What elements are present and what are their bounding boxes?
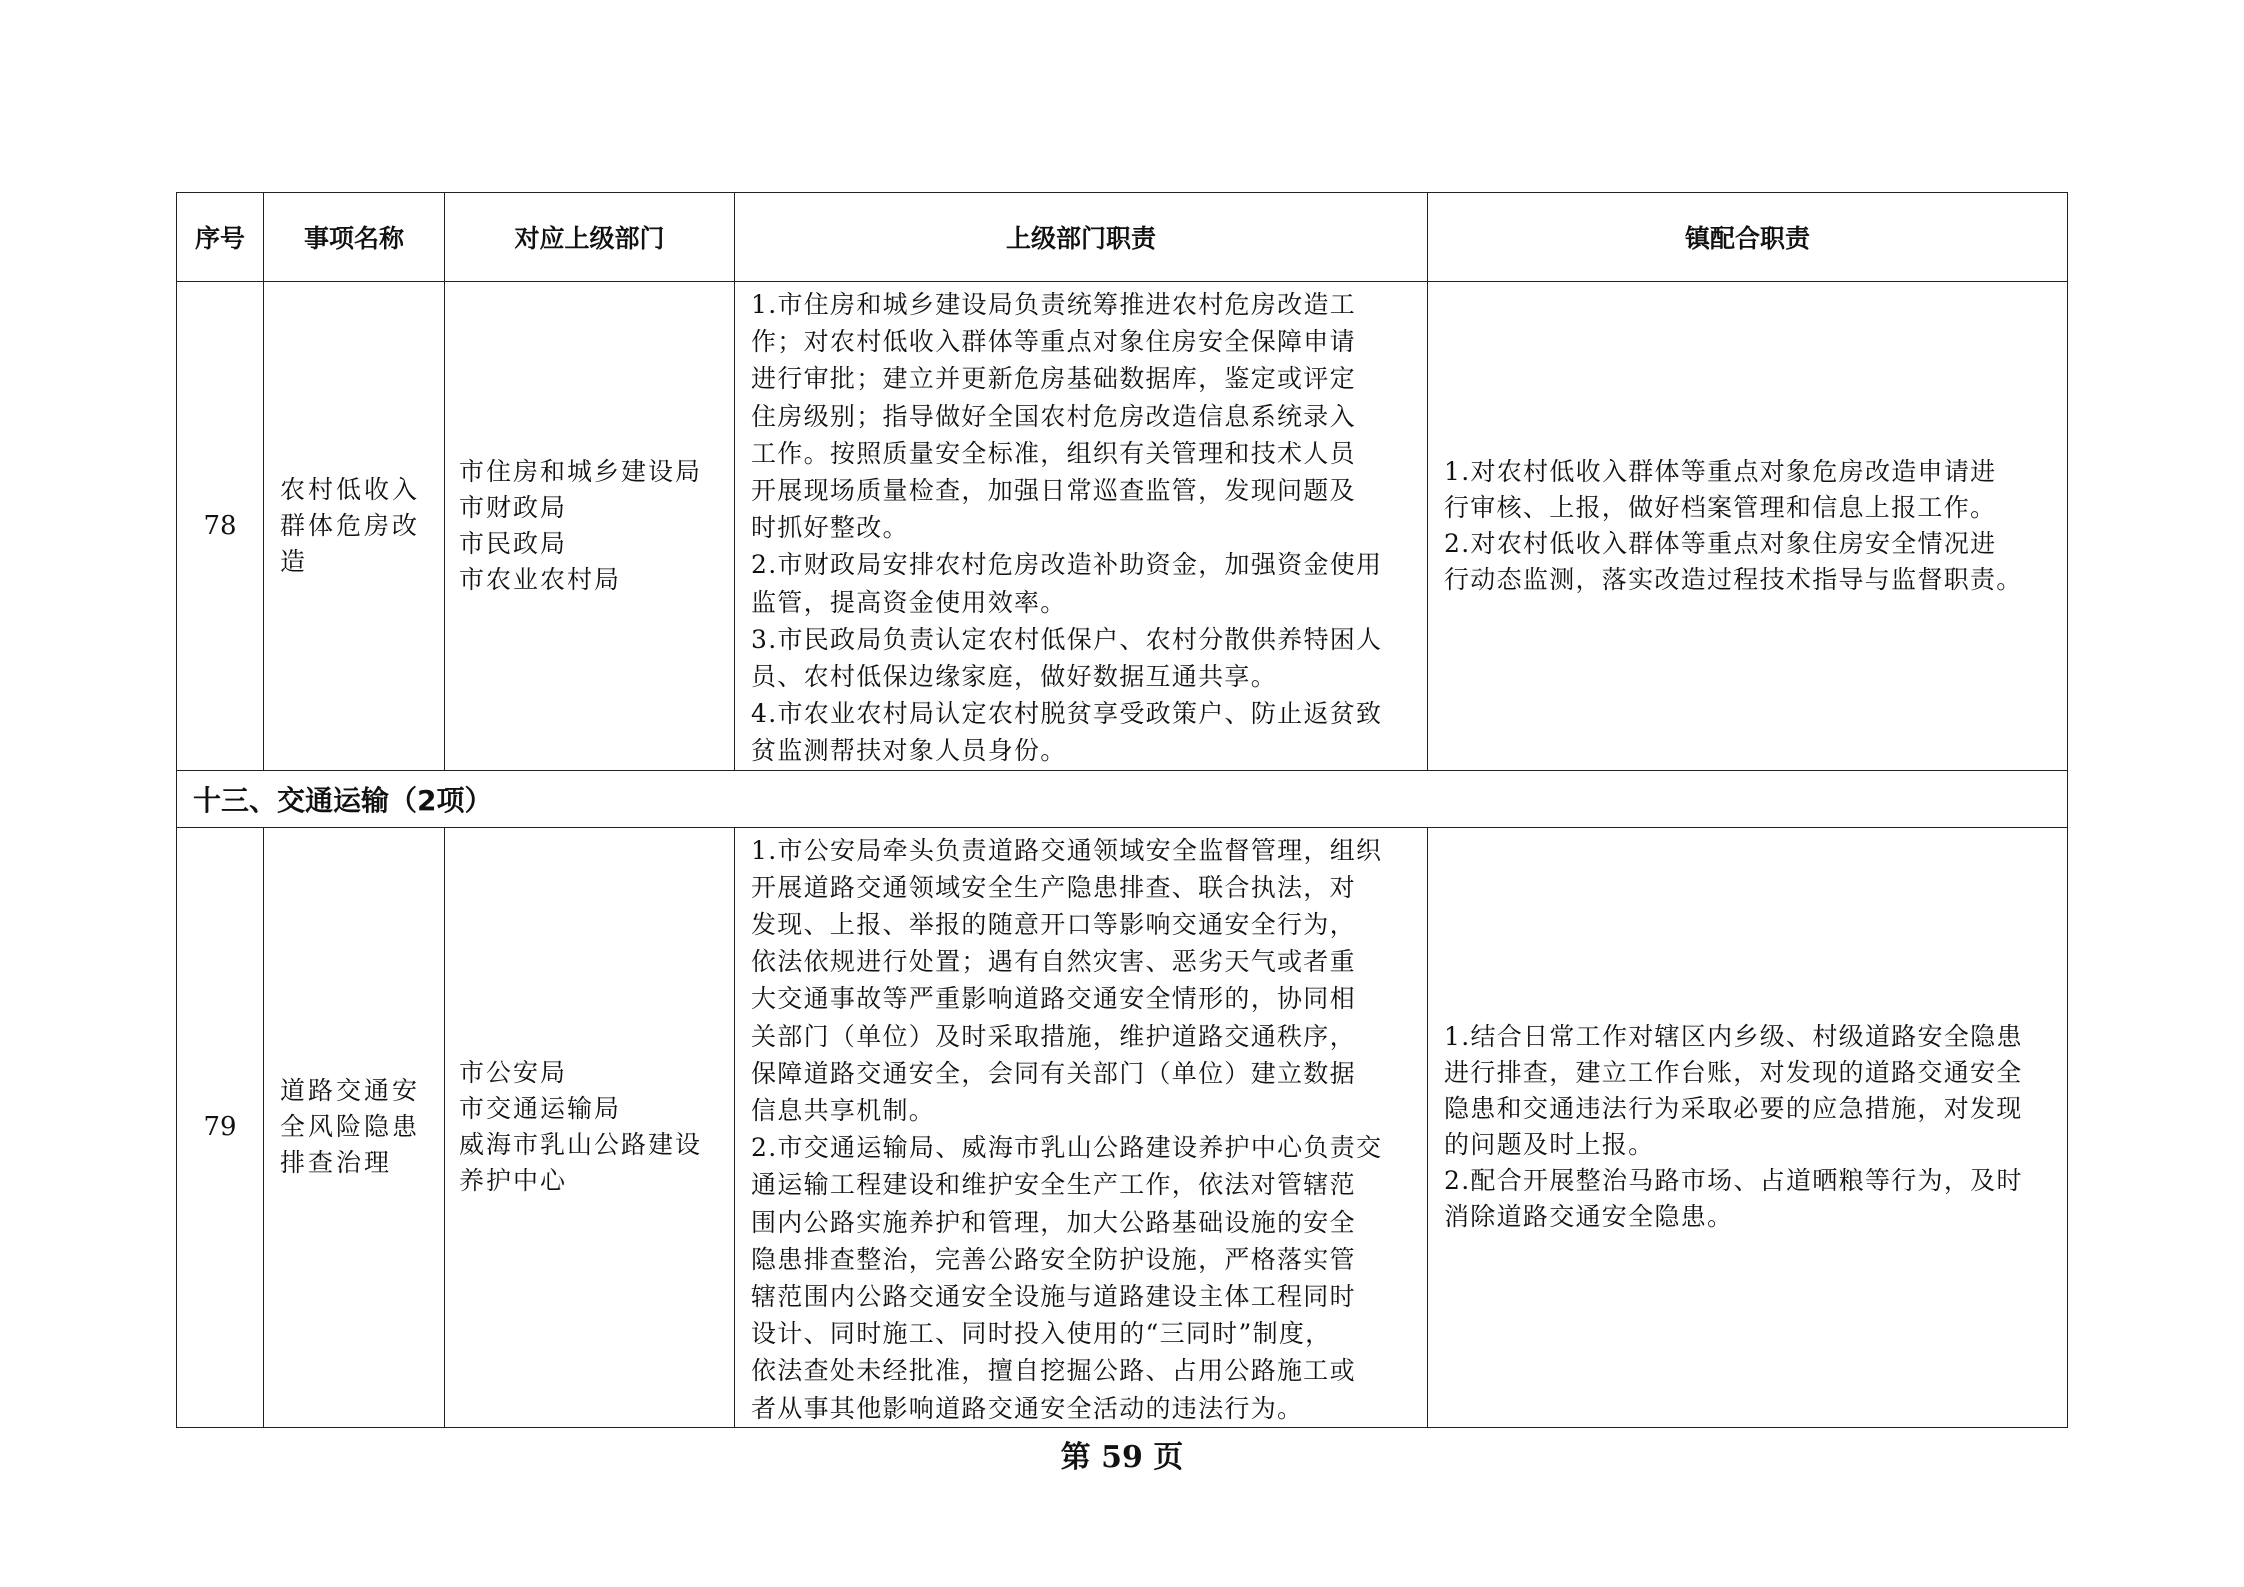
table-row [177, 282, 2068, 771]
superior-duties-cell [735, 827, 1428, 1427]
duty-line: 监管，提高资金使用效率。 [751, 587, 1067, 617]
duty-line: 工作。按照质量安全标准，组织有关管理和技术人员 [751, 438, 1356, 468]
duty-line: 时抓好整改。 [751, 513, 909, 543]
item-name-line: 群体危房改 [280, 510, 421, 540]
town-duties-cell [1428, 282, 2068, 771]
duty-line: 1.市公安局牵头负责道路交通领域安全监督管理，组织 [751, 835, 1383, 865]
header-superior-duties: 上级部门职责 [735, 193, 1428, 282]
duty-line: 辖范围内公路交通安全设施与道路建设主体工程同时 [751, 1282, 1356, 1312]
duty-line: 开展道路交通领域安全生产隐患排查、联合执法，对 [751, 872, 1356, 902]
duty-line: 员、农村低保边缘家庭，做好数据互通共享。 [751, 662, 1278, 692]
superior-duties-cell [735, 282, 1428, 771]
item-name-line: 农村低收入 [280, 474, 421, 504]
duty-line: 大交通事故等严重影响道路交通安全情形的，协同相 [751, 984, 1356, 1014]
department-line: 市财政局 [459, 492, 568, 522]
section-heading-row [177, 770, 2068, 827]
duty-line: 4.市农业农村局认定农村脱贫享受政策户、防止返贫致 [751, 699, 1383, 729]
town-duty-line: 2.对农村低收入群体等重点对象住房安全情况进 [1444, 528, 1997, 558]
town-duty-line: 2.配合开展整治马路市场、占道晒粮等行为，及时 [1444, 1166, 2023, 1196]
town-duty-line: 隐患和交通违法行为采取必要的应急措施，对发现 [1444, 1094, 2023, 1124]
duty-line: 保障道路交通安全，会同有关部门（单位）建立数据 [751, 1058, 1356, 1088]
town-duty-line: 1.对农村低收入群体等重点对象危房改造申请进 [1444, 456, 1997, 486]
row-number: 78 [177, 282, 264, 771]
town-duty-line: 1.结合日常工作对辖区内乡级、村级道路安全隐患 [1444, 1022, 2023, 1052]
duty-line: 进行审批；建立并更新危房基础数据库，鉴定或评定 [751, 364, 1356, 394]
department-line: 市民政局 [459, 528, 568, 558]
header-superior-department: 对应上级部门 [445, 193, 735, 282]
table-header-row [177, 193, 2068, 282]
duty-line: 隐患排查整治，完善公路安全防护设施，严格落实管 [751, 1244, 1356, 1274]
item-name-cell [264, 282, 445, 771]
row-number: 79 [177, 827, 264, 1427]
department-cell [445, 282, 735, 771]
duty-line: 1.市住房和城乡建设局负责统筹推进农村危房改造工 [751, 290, 1357, 319]
item-name-line: 道路交通安 [280, 1076, 421, 1106]
department-line: 市公安局 [459, 1058, 568, 1088]
duty-line: 围内公路实施养护和管理，加大公路基础设施的安全 [751, 1207, 1356, 1237]
department-line: 市住房和城乡建设局 [459, 456, 703, 486]
department-cell [445, 827, 735, 1427]
duty-line: 贫监测帮扶对象人员身份。 [751, 736, 1067, 766]
item-name-cell [264, 827, 445, 1427]
item-name-line: 排查治理 [280, 1148, 393, 1178]
item-name-line: 全风险隐患 [280, 1112, 421, 1142]
item-name-line: 造 [280, 546, 309, 576]
town-duty-line: 的问题及时上报。 [1444, 1130, 1655, 1160]
table-row [177, 827, 2068, 1427]
duty-line: 信息共享机制。 [751, 1096, 936, 1126]
responsibility-table [176, 192, 2068, 1428]
department-line: 市交通运输局 [459, 1094, 622, 1124]
town-duty-line: 行动态监测，落实改造过程技术指导与监督职责。 [1444, 564, 2023, 594]
duty-line: 发现、上报、举报的随意开口等影响交通安全行为， [751, 910, 1356, 940]
duty-line: 3.市民政局负责认定农村低保户、农村分散供养特困人 [751, 624, 1383, 654]
header-item-name: 事项名称 [264, 193, 445, 282]
duty-line: 依法查处未经批准，擅自挖掘公路、占用公路施工或 [751, 1356, 1356, 1386]
town-duty-line: 行审核、上报，做好档案管理和信息上报工作。 [1444, 492, 1997, 522]
duty-line: 作；对农村低收入群体等重点对象住房安全保障申请 [751, 327, 1356, 357]
department-line: 养护中心 [459, 1166, 568, 1196]
header-town-duties: 镇配合职责 [1428, 193, 2068, 282]
duty-line: 2.市财政局安排农村危房改造补助资金，加强资金使用 [751, 550, 1383, 580]
duty-line: 关部门（单位）及时采取措施，维护道路交通秩序， [751, 1021, 1356, 1051]
duty-line: 开展现场质量检查，加强日常巡查监管，发现问题及 [751, 476, 1356, 506]
section-heading: 十三、交通运输（2项） [177, 770, 2068, 827]
town-duty-line: 消除道路交通安全隐患。 [1444, 1202, 1734, 1232]
header-number: 序号 [177, 193, 264, 282]
duty-line: 者从事其他影响道路交通安全活动的违法行为。 [751, 1393, 1304, 1423]
duty-line: 住房级别；指导做好全国农村危房改造信息系统录入 [751, 401, 1356, 431]
duty-line: 通运输工程建设和维护安全生产工作，依法对管辖范 [751, 1170, 1356, 1200]
town-duties-cell [1428, 827, 2068, 1427]
department-line: 市农业农村局 [459, 564, 622, 594]
town-duty-line: 进行排查，建立工作台账，对发现的道路交通安全 [1444, 1058, 2023, 1088]
department-line: 威海市乳山公路建设 [459, 1130, 703, 1160]
duty-line: 依法依规进行处置；遇有自然灾害、恶劣天气或者重 [751, 947, 1356, 977]
duty-line: 设计、同时施工、同时投入使用的“三同时”制度， [751, 1319, 1332, 1349]
page-number: 第 59 页 [1060, 1440, 1184, 1475]
duty-line: 2.市交通运输局、威海市乳山公路建设养护中心负责交 [751, 1133, 1383, 1163]
